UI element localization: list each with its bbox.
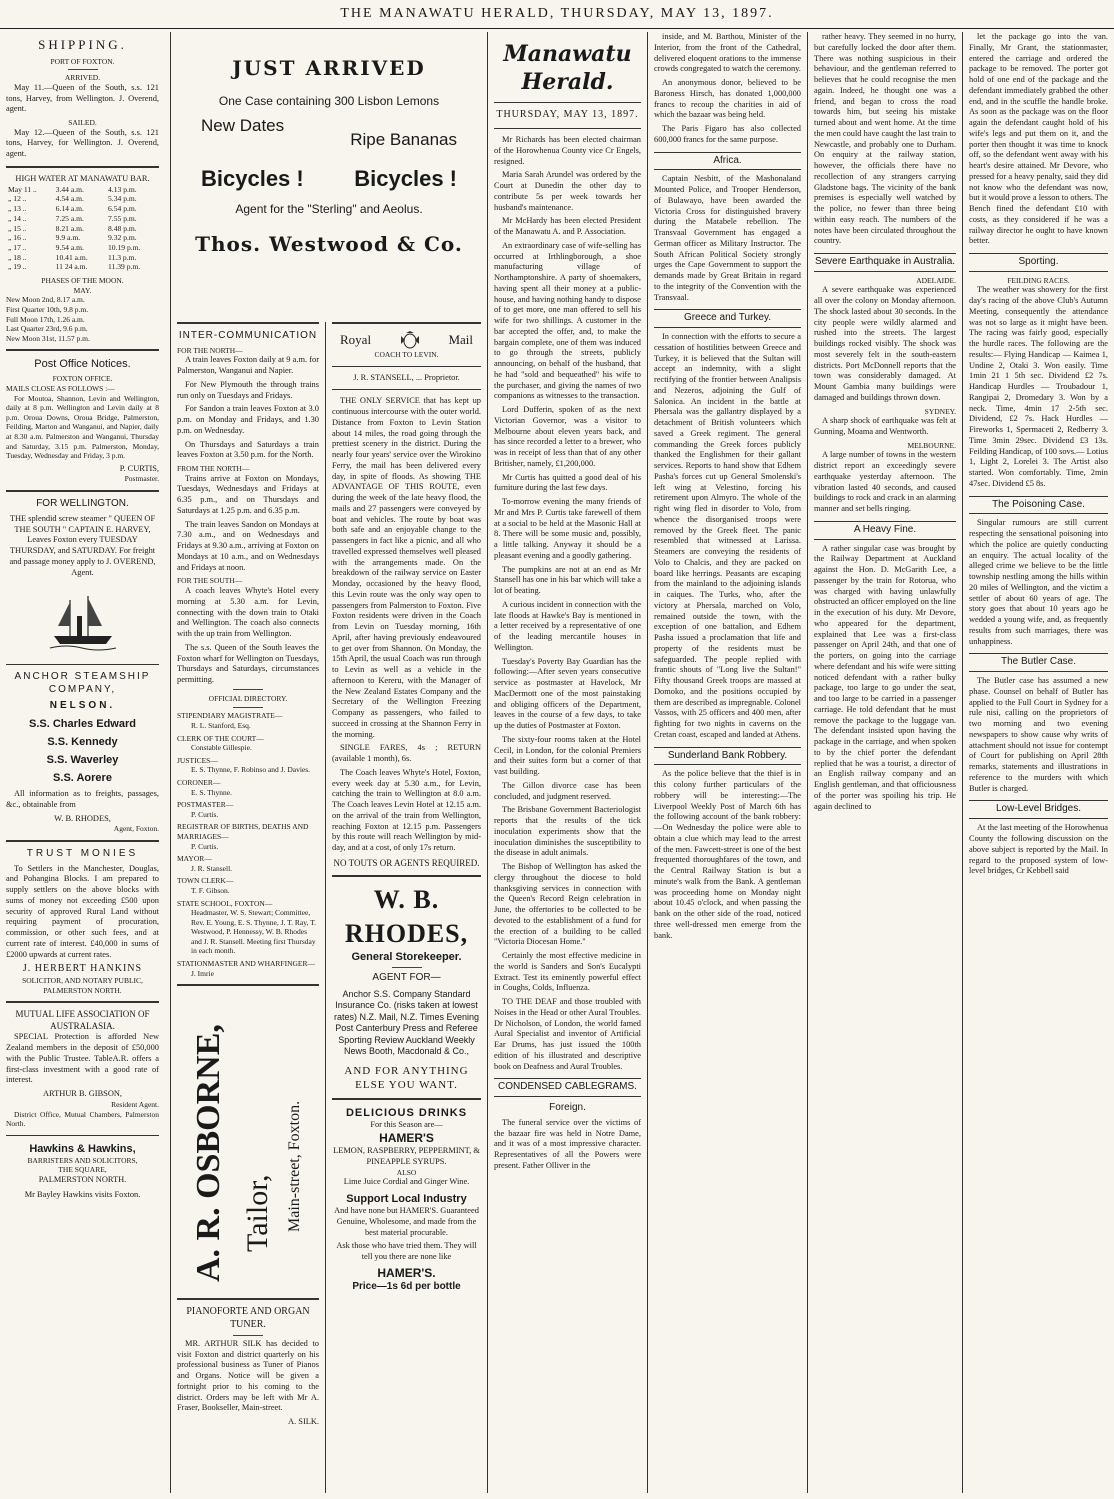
anchor-agent: W. B. RHODES, [54,813,111,823]
poisoning-text: Singular rumours are still current respecting the sensational poisoning into which the police are quietly conducting an enquiry. The actual locality of the alleged crime we believe to be the little township nestling among the hills within 20 miles of Wellington, and the victim a settler of about 60 years of age. The story goes that about 10 years ago he wedded a young wife, and, as frequently results from such marriages, there was unhappiness. [969,518,1108,646]
melbourne-text: A large number of towns in the western district report an exceedingly severe earthquake yesterday afternoon. The vibration lasted 40 seconds, and caused buildings to rock and crack in an alarming manner and set bells ringing. [814,450,956,514]
col5-text-3: The Paris Figaro has also collected 600,000 francs for the same purpose. [654,124,801,144]
tide-cell: 4.13 p.m. [108,184,137,194]
africa-text: Captain Nesbitt, of the Mashonaland Mounted Police, and Trooper Henderson, of Bulawayo, have been awarded the Victoria Cross for distinguished bravery during the Matabele rebellion. The Transvaal Government has engaged a German officer as Military Instructor. The South African Political Society strongly urges the Cape Government to support the demands made by Great Britain in regard to the integrity of the Convention with the Transvaal. [654,174,801,302]
ship-list [6,717,159,785]
news-1: Mr Richards has been elected chairman of the Horowhenua County vice Cr Engels, resigned. [494,135,641,166]
north-label: FOR THE NORTH— [177,345,243,355]
heavy-fine-heading: A Heavy Fine. [814,521,956,540]
column-7 [962,32,1114,1493]
masthead: THE MANAWATU HERALD, THURSDAY, MAY 13, 1897. [0,0,1114,29]
anchor-heading: ANCHOR STEAMSHIP COMPANY, [14,671,151,696]
storekeeper: General Storekeeper. [351,950,462,963]
proprietor: J. R. STANSELL, ... Proprietor. [353,372,460,382]
directory-holder: J. R. Stansell. [191,863,233,873]
tide-cell: 8.48 p.m. [108,223,137,233]
hawkins-address: THE SQUARE, [58,1165,107,1175]
ship-name: S.S. Waverley [46,753,119,766]
greece-heading: Greece and Turkey. [654,309,801,328]
no-touts: NO TOUTS OR AGENTS REQUIRED. [333,857,480,868]
earthquake-heading: Severe Earthquake in Australia. [814,253,956,272]
tide-cell: 4.54 a.m. [55,194,84,204]
hawkins-title: BARRISTERS AND SOLICITORS, [27,1155,138,1165]
port-name: PORT OF FOXTON. [50,56,115,66]
tide-cell: 5.34 p.m. [108,194,137,204]
sailed-text: May 12.—Queen of the South, s.s. 121 tons, Harvey, for Wellington. J. Overend, agent. [6,127,159,159]
news-8: The pumpkins are not at an end as Mr Stansell has one in his bar which will take a lot of beating. [494,564,641,596]
delicious-drinks: DELICIOUS DRINKS [345,1107,468,1120]
lemons-line: One Case containing 300 Lisbon Lemons [218,94,440,108]
hankins-title: SOLICITOR, AND NOTARY PUBLIC, PALMERSTON NORTH. [22,976,143,995]
directory-role: STIPENDIARY MAGISTRATE— [177,711,283,721]
anchor-info: All information as to freights, passages, &c., obtainable from [6,789,159,809]
news-4: An extraordinary case of wife-selling has occurred at Irthlingborough, a shoe manufacturing village of Northamptonshire. A party of shoemakers, having spent all their money at a public-house, and having nothing handy to dispose of to get more, one man offered to sell his wife for two shillings. A customer in the bar accepted the offer, and, to make the bargain complete, one of them was induced to go through the streets, publicly announcing, on behalf of the husband, that he had "sold and bequeathed" his wife to the purchaser, and giving the names of two companions as witnesses to the transaction. [494,240,641,401]
directory-holder: E. S. Thynne. [191,787,232,797]
news-7: To-morrow evening the many friends of Mr and Mrs P. Curtis take farewell of them at a social to be held at the Masonic Hall at 8. There will be some music and, possibly, a little talking. Anyway it should be a pleasant evening and a goodly gathering. [494,497,641,560]
directory-role: MAYOR— [177,854,212,864]
feilding-races-heading: FEILDING RACES. [1007,275,1070,285]
col5-text-1: inside, and M. Barthou, Minister of the Interior, from the front of the Cathedral, delivered eloquent orations to the immense crowds congregated to watch the ceremony. [654,32,801,74]
district-office: District Office, Mutual Chambers, Palmerston North. [6,1109,159,1129]
directory-holder: P. Curtis. [191,841,219,851]
directory-holder: P. Curtis. [191,809,219,819]
arrived-label: ARRIVED. [64,73,101,83]
news-10: Tuesday's Poverty Bay Guardian has the following:—After seven years consecutive service as postmaster at Havelock, Mr MacDermott one of the most painstaking and obliging officers of the Department, leaves in the course of a few days, to take up the duties of Postmaster at Foxton. [494,656,641,731]
support-text: And have none but HAMER'S. Guaranteed Genuine, Wholesome, and made from the best material procurable. [334,1206,479,1237]
directory-role: JUSTICES— [177,755,218,765]
foreign-heading: Foreign. [549,1102,586,1114]
africa-heading: Africa. [654,152,801,171]
col7-text-1: let the package go into the van. Finally, Mr Grant, the stationmaster, entered the carriage and ordered the package to be removed. The porter got hold of one end of the package and the defendant immediately grabbed the other end, and in the scuffle the handle broke. As soon as the package was on the floor again the defendant caught hold of his wife's legs and put them on it, and the porter then thought it was time to knock off, so the defendant went away with his heart's desire attained. Mr Devore, who pressed for a heavy penalty, said they did not know who the defendant was now, but it would prove a lesson to others. The Bench fined the defendant £10 with costs, as they considered if he was a railway director he ought to have known better. [969,32,1108,246]
agent-for: AGENT FOR— [372,971,441,983]
tide-heading: HIGH WATER AT MANAWATU BAR. [15,173,150,183]
south-label: FOR THE SOUTH— [177,576,243,586]
sporting-text: The weather was showery for the first day's racing of the above Club's Autumn Meeting, consequently the attendance was not so large as it might have been. The racing was fairly good, especially the hurdle races. The following are the results:— Flying Handicap — Kaimea 1, Undine 2, Otaki 3. Won easily. Time 1min 21 1 5th sec. Dividend £2 7s. Handicap Hurdles — Troubadour 1, Rangipai 2, Dromedary 3. Won by a neck. Time, 4min 17 2-5th sec. Dividend, £2 7s. Hack Hurdles — Fireworks 1, Spermaceti 2, Redberry 3. Time 3min 29sec. Dividend £3 13s. Feilding Handicap, of 100 sovs.— Lotius 1, Light 2, Lorelei 3. The Artist also started. Won comfortably. Time, 2min 47sec. Dividend £5 8s. [969,285,1108,488]
tide-cell: „ 15 .. [8,223,27,233]
agencies: Anchor S.S. Company Standard Insurance Co. (risks taken at lowest rates) N.Z. Mail, N.Z. Times Evening Post Canterbury Press and Referee Sporting Review Auckland Weekly News Booth, Macdonald & Co., [333,988,480,1057]
butler-heading: The Butler Case. [969,653,1108,672]
directory-holder: T. F. Gibson. [191,885,230,895]
tide-cell: 9.54 a.m. [55,242,84,252]
news-11: The sixty-four rooms taken at the Hotel Cecil, in London, for the colonial Premiers and their suites form but a corner of that vast building. [494,734,641,777]
wellington-text: THE splendid screw steamer " QUEEN OF THE SOUTH " CAPTAIN E. HARVEY, Leaves Foxton every TUESDAY THURSDAY, and SATURDAY. For freight and passage money apply to J. OVEREND, Agent. [9,513,156,577]
tide-cell: 11.3 p.m. [108,252,137,262]
tide-cell: „ 12 .. [8,194,27,204]
gibson-name: ARTHUR B. GIBSON, [42,1089,123,1099]
melbourne-label: MELBOURNE. [907,440,956,450]
cablegrams-heading: CONDENSED CABLEGRAMS. [494,1078,641,1097]
tide-cell: 9.32 p.m. [108,233,137,243]
ship-name: S.S. Charles Edward [29,717,136,730]
arrived-text: May 11.—Queen of the South, s.s. 121 tons, Harvey, from Wellington. J. Overend, agent. [6,82,159,114]
hankins-name: J. HERBERT HANKINS [22,963,143,975]
paper-title: Manawatu Herald. [503,41,632,96]
dates-line: New Dates [201,116,285,135]
earthquake-text: A severe earthquake was experienced all over the colony on Monday afternoon. The shock lasted about 30 seconds. In the city people were wildly alarmed and rushed into the streets. The largest buildings rocked visibly. The shock was most severely felt in the south-eastern districts. Port McDonnell reports that the town was considerably damaged. At Mount Gambia many buildings were damaged and buildings thrown down. [814,285,956,402]
also-label: ALSO [396,1167,417,1177]
support-local: Support Local Industry [346,1193,467,1206]
tide-cell: 6.14 a.m. [55,204,84,214]
tide-cell: „ 17 .. [8,242,27,252]
tide-row [6,253,159,263]
col5-text-2: An anonymous donor, believed to be Baroness Hirsch, has donated 1,000,000 francs to recoup the charities in aid of which the bazaar was being held. [654,78,801,120]
westwood-name: Thos. Westwood & Co. [195,232,463,256]
moon-phase: New Moon 31st, 11.57 p.m. [6,333,90,343]
official-directory-heading: OFFICIAL DIRECTORY. [208,693,288,703]
directory-role: REGISTRAR OF BIRTHS, DEATHS AND MARRIAGES— [177,822,309,841]
tide-cell: 9.9 a.m. [55,233,81,243]
ship-name: S.S. Aorere [53,771,112,784]
south-text-1: A coach leaves Whyte's Hotel every morning at 5.30 a.m. for Levin, connecting with the down train to Otaki and Wellington. The coach also connects with the up train from Wellington. [177,586,319,639]
directory-holder: J. Imrie [191,968,214,978]
royal-label: Royal [340,331,372,347]
piano-signature: A. SILK. [288,1417,319,1427]
moon-phase: New Moon 2nd, 8.17 a.m. [6,295,85,305]
royal-crest-icon [397,330,423,350]
hawkins-heading: Hawkins & Hawkins, [29,1142,136,1155]
adelaide-label: ADELAIDE. [916,275,956,285]
bridges-text: At the last meeting of the Horowhenua County the following discussion on the above subject is reported by the Mail. In regard to the proposed system of low-level bridges, Cr Kebbell said [969,823,1108,876]
poisoning-heading: The Poisoning Case. [969,496,1108,515]
directory-role: STATIONMASTER AND WHARFINGER— [177,959,316,969]
tide-cell: 7.55 p.m. [108,213,137,223]
tide-cell: 7.25 a.m. [55,213,84,223]
from-north-label: FROM THE NORTH— [177,464,250,474]
coach-heading: COACH TO LEVIN. [374,350,439,359]
tide-cell: „ 19 .. [8,262,27,272]
from-north-text-1: Trains arrive at Foxton on Mondays, Tuesdays, Wednesdays and Fridays at 6.35 p.m., and on Thursdays and Saturdays at 1.25 p.m. and 6.35 p.m. [177,473,319,515]
official-directory [177,711,319,978]
sunderland-text: As the police believe that the thief is in this colony further particulars of the robbery will be interesting:—The Liverpool Weekly Post of March 6th has the following account of the bank robbery:—On Wednesday the police were able to obtain a clue which may lead to the arrest of the men. Fawcett-street is one of the best frequented thoroughfares of the town, and the Central Railway Station is but a minute's walk from the Bank. A gentleman was proceeding home on Monday night about 10.45 o'clock, and when passing the bank on the other side of the road, noticed three well-dressed men emerge from the bank. [654,769,801,940]
tide-cell: 6.54 p.m. [108,204,137,214]
just-arrived-heading: JUST ARRIVED [232,56,426,80]
osborne-trade: Tailor, [241,1174,274,1253]
hamers-heading: HAMER'S [379,1130,434,1145]
moon-phase: First Quarter 10th, 9.8 p.m. [6,304,89,314]
column-5 [647,32,807,1493]
tide-cell: 3.44 a.m. [55,184,84,194]
moon-phase: Full Moon 17th, 1.26 a.m. [6,314,85,324]
tide-cell: 10.19 p.m. [108,242,141,252]
directory-holder: R. L. Stanford, Esq. [191,721,251,731]
this-season: For this Season are— [370,1120,443,1130]
post-office-heading: Post Office Notices. [34,358,131,371]
rhodes-name: W. B. RHODES, [344,885,469,948]
column-4 [487,32,647,1493]
moon-phases [6,295,159,343]
heavy-fine-text: A rather singular case was brought by the Railway Department at Auckland against the Hon. D. McGarith Lee, a passenger by the train for Rotorua, who was charged with having unlawfully obstructed an officer employed on the line in the execution of his duty. Mr Devore, who appeared for the department, explained that Lee was a first-class passenger on April 24th, and that one of the porters, on going into the carriage where defendant and his wife were sitting noticed defendant with a rather bulky package, too large to go under the seat, and too large to be carried in a passenger carriage. He told defendant that he must remove the package to the luggage van. The defendant insisted upon having the package in the carriage, and when spoken to by the chief porter the defendant replied that he was a tourist, a director of an English railway company and an English gentleman, and that officiousness of the porter was spoiling his trip. He again declined to [814,543,956,811]
sunderland-heading: Sunderland Bank Robbery. [654,747,801,766]
column-3 [325,322,487,1493]
foreign-text: The funeral service over the victims of the bazaar fire was held in Notre Dame, and it was of a most impressive character. Representatives of all the Powers were present. Father Olliver in the [494,1117,641,1170]
tide-cell: 11.39 p.m. [108,262,141,272]
directory-holder: E. S. Thynne, F. Robinso and J. Davies. [191,765,311,775]
tide-cell: 10.41 a.m. [55,252,88,262]
north-text-2: For New Plymouth the through trains run only on Tuesdays and Fridays. [177,379,319,400]
tide-cell: 8.21 a.m. [55,223,84,233]
directory-holder: Headmaster, W. S. Stewart; Committee, Rev. E. Young, E. S. Thynne, J. T. Ray, T. Westwood, P. Hennessy, W. B. Rhodes and J. R. Stansell. Meeting first Thursday in each month. [191,908,317,956]
tide-row [6,185,159,195]
bicycles-right: Bicycles ! [354,166,457,191]
mails-text: For Moutoa, Shannon, Levin and Wellington, daily at 8 p.m. Wellington and Levin daily at 8 p.m. Oroua Downs, Oroua Bridge, Palmerston, Feilding, Marton and Wanganui, and Napier, daily at 8.30 a.m. Palmerston and Wanganui, Thursday and Saturday, 3.15 p.m. Palmerston, Monday, Tuesday, Wednesday and Friday, 3 p.m. [6,393,159,461]
hawkins-note: Mr Bayley Hawkins visits Foxton. [24,1189,141,1199]
ask-text: Ask those who have tried them. They will tell you there are none like [336,1241,477,1262]
north-text-3: For Sandon a train leaves Foxton at 3.0 p.m. on Monday and Fridays, and 1.30 p.m. on Wednesday. [177,404,319,435]
anchor-town: NELSON. [49,699,116,711]
news-15: Certainly the most effective medicine in the world is Sanders and Son's Eucalypti Extract. Test its eminently powerful effect in Coughs, Colds, Influenza. [494,951,641,993]
tide-row [6,194,159,204]
butler-text: The Butler case has assumed a new phase. Counsel on behalf of Butler has applied to the Full Court in Sydney for a rule nisi, calling on the proprietors of two morning and two evening newspapers to show cause why writs of attachment should not issue for contempt of Court for publishing on April 28th remarks, statements and illustrations in reference to the murders with which Butler is charged. [969,676,1108,793]
bridges-heading: Low-Level Bridges. [969,800,1108,819]
inter-communication-heading: INTER-COMMUNICATION [178,330,318,341]
osborne-advert [177,992,319,1292]
moon-phase: Last Quarter 23rd, 9.6 p.m. [6,324,88,334]
tide-table [6,185,159,272]
news-9: A curious incident in connection with the late floods at Hawke's Bay is mentioned in a letter received by a representative of one of the leading mercantile houses in Wellington. [494,599,641,652]
mail-label: Mail [448,331,473,347]
tide-cell: „ 18 .. [8,252,27,262]
tide-cell: „ 16 .. [8,233,27,243]
news-12: The Gillon divorce case has been concluded, and judgment reserved. [494,780,641,801]
fares: SINGLE FARES, 4s ; RETURN (available 1 month), 6s. [332,743,481,764]
mutual-text: SPECIAL Protection is afforded New Zealand members in the deposit of £50,000 with the Public Trustee. TableA.R. offers a first-class investment with a good rate of interest. [6,1032,159,1085]
news-16: TO THE DEAF and those troubled with Noises in the Head or other Aural Troubles. Dr Nicholson, of London, the world famed Aural Specialist and inventor of Artificial Ear Drums, has just issued the 100th edition of his illustrated and descriptive book on Deafness and Aural Troubles. [494,997,641,1071]
column-2 [170,322,325,1493]
news-14: The Bishop of Wellington has asked the clergy throughout the diocese to hold thanksgiving services in connection with the Queen's Record Reign celebration in June, the offertories to be collected to be devoted to the establishment of a fund for the erection of a building to be called "Victoria Diocesan Home." [494,862,641,947]
coach-text: THE ONLY SERVICE that has kept up continuous intercourse with the outer world. Distance from Foxton to Levin Station about 14 miles, the road going through the prettiest scenery in the district. During the nearly four years' service over the Wirokino Ferry, the mail has been delivered every day, in spite of floods. As showing THE ADVANTAGE OF THIS ROUTE, even during the week of the late heavy flood, the mails and 27 passengers were conveyed by boat and vehicles. The route by boat was both safe and an enjoyable change to the passengers in fact like a picnic, and all who travelled expressed themselves well pleased with the arrangements made. On the breakdown of the railway service on Easter Monday, occasioned by the heavy flood, this Levin route was the only way open to passengers from Palmerston to Foxton. Five Foxton residents were driven in the Coach from Levin on Tuesday morning, 16th April, after having previously endeavoured to get over from Shannon. On Monday, the 15th April, the usual Coach was run through to Levin as well as a vehicle in the afternoon to Kereru, with the Manager of the New Zealand Estates Company and the Secretary of the Wellington Freezing Company as passengers, who failed to succeed in crossing at the Shannon Ferry in the morning. [332,396,481,739]
bananas-line: Ripe Bananas [350,130,457,149]
anchor-agent-title: Agent, Foxton. [113,824,159,834]
sporting-heading: Sporting. [969,253,1108,272]
steamship-illustration [48,586,118,656]
hawkins-town: PALMERSTON NORTH. [38,1175,127,1184]
osborne-address: Main-street, Foxton. [286,1101,303,1233]
bicycles-left: Bicycles ! [201,166,304,191]
moon-month: MAY. [73,285,92,295]
price-line: Price—1s 6d per bottle [352,1281,461,1293]
news-13: The Brisbane Government Bacteriologist reports that the results of the tick inoculation experiments show that the inoculation diminishes the susceptibility to the disease in adult animals. [494,805,641,858]
moon-heading: PHASES OF THE MOON. [41,276,124,286]
tide-cell: May 11 .. [8,184,37,194]
north-text-1: A train leaves Foxton daily at 9 a.m. for Palmerston, Wanganui and Napier. [177,355,319,376]
tide-cell: „ 13 .. [8,204,27,214]
news-3: Mr McHardy has been elected President of the Manawatu A. and P. Association. [494,216,641,237]
mutual-heading: MUTUAL LIFE ASSOCIATION OF AUSTRALASIA. [15,1009,150,1031]
just-arrived-advert [170,32,487,322]
osborne-name: A. R. OSBORNE, [190,1024,227,1283]
wellington-heading: FOR WELLINGTON. [36,498,129,510]
tide-row [6,262,159,272]
sailed-label: SAILED. [68,118,97,128]
directory-role: STATE SCHOOL, FOXTON— [177,898,273,908]
trust-text: To Settlers in the Manchester, Douglas, and Pohangina Blocks. I am prepared to supply settlers on the above blocks with sums of money not exceeding £500 upon security of approved Rural Land without requiring payment of procuration, commission, or other such fees, and at current rate of interest. £40,000 in sums of £2000 upwards at current rates. [6,863,159,959]
directory-role: CORONER— [177,777,221,787]
mails-heading: MAILS CLOSE AS FOLLOWS :— [6,383,115,393]
from-north-text-2: The train leaves Sandon on Mondays at 7.30 a.m., and on Wednesdays and Fridays at 9.30 a.m., arriving at Foxton on Mondays at 10 a.m., and on Wednesdays and Fridays at noon. [177,519,319,572]
greece-text: In connection with the efforts to secure a cessation of hostilities between Greece and Turkey, it is believed that the Sultan will accept an indemnity, with a slight rectifying of the frontier between Analipsis and Nezeros, adjoining the Gulf of Salonica. An incident in the battle at Phersala was the gallantry displayed by a detachment of British volunteers which saved a Greek regiment. The general commanding the Greek forces publicly thanked the Englishmen for their gallant services. Reports to hand show that Edhem Pasha's forces cut up General Smolenski's left wing at Velestino, forcing his retirement upon Almyro. The whole of the right wing fled in disorder to Volo, from whence the disorganised troops were removed by the Greek fleet. The panic resembled that witnessed at Larissa. Steamers are conveying the residents of Volo to Chalcis, and they are packed on board like herrings. Peasants are escaping from the mainland to the adjoining islands in caiques. The Turks, who, after the victory at Phersala, marched on Volo, remained outside the town, with the exception of one battalion, and Edhem Pasha issued a proclamation that life and property of the residents must be safeguarded. The people replied with frantic shouts of "Long live the Sultan!" Fifty thousand Greek troops are massed at Domoko, and the positions occupied by them are described as impregnable. Colonel Vassos, with 25 officers and 400 men, after fighting for two nights in caverns on the Cretan coast, escaped and landed at Athens. [654,332,801,739]
agent-line: Agent for the "Sterling" and Aeolus. [235,202,423,216]
piano-text: MR. ARTHUR SILK has decided to visit Foxton and district quarterly on his professional business as Tuner of Pianos and Organs. Notice will be given a fortnight prior to his coming to the district. Orders may be left with Mr A. Fraser, Bookseller, Main-street. [177,1338,319,1413]
gibson-title: Resident Agent. [111,1099,159,1109]
north-text-4: On Thursdays and Saturdays a train leaves Foxton at 3.50 p.m. for the North. [177,439,319,460]
news-2: Maria Sarah Arundel was ordered by the Court at Dunedin the other day to contribute 5s per week towards her husband's maintenance. [494,170,641,212]
directory-holder: Constable Gillespie. [191,743,252,753]
directory-role: TOWN CLERK— [177,876,234,886]
news-6: Mr Curtis has quitted a good deal of his furniture during the last few days. [494,472,641,493]
syrups: LEMON, RASPBERRY, PEPPERMINT, & PINEAPPLE SYRUPS. [333,1146,480,1166]
and-for-anything: AND FOR ANYTHING ELSE YOU WANT. [344,1064,469,1091]
post-office-name: FOXTON OFFICE. [52,374,113,384]
tide-row [6,204,159,214]
shipping-heading: SHIPPING. [38,37,127,52]
tide-cell: 11 24 a.m. [55,262,88,272]
issue-date: THURSDAY, MAY 13, 1897. [496,109,639,121]
directory-role: CLERK OF THE COURT— [177,733,264,743]
post-title: Postmaster. [124,474,159,484]
tide-row [6,233,159,243]
column-1 [0,32,165,1493]
tide-cell: „ 14 .. [8,213,27,223]
hamers-footer: HAMER'S. [377,1265,436,1280]
south-text-2: The s.s. Queen of the South leaves the Foxton wharf for Wellington on Tuesdays, Thursdays and Saturdays, circumstances permitting. [177,642,320,685]
directory-role: POSTMASTER— [177,800,234,810]
news-5: Lord Dufferin, spoken of as the next Victorian Governor, was a visitor to Melbourne about eleven years back, and has since recorded a letter to a brewer, who was in receipt of less than that of any other Britisher, namely, £1,200,000. [494,405,641,468]
piano-heading: PIANOFORTE AND ORGAN TUNER. [186,1306,310,1331]
column-6 [807,32,962,1493]
tide-row [6,214,159,224]
col6-text-1: rather heavy. They seemed in no hurry, but carefully locked the door after them. There was nothing suspicious in their behaviour, and the gentleman referred to believes that he could recognise the men again. Indeed, he thought one was a friend, and began to cross the road towards him, but seeing his mistake turned about and went home. At the time the men could have caught the last train to Newcastle, and probably one to Durham. On enquiry at the railway station, however, the officials there have no recollection of any strangers carrying Gladstone bags. The vicinity of the bank premises is especially well watched by the police, no fewer than three being within easy reach. The numbers of the notes have been circulated throughout the country. [814,32,956,246]
post-signature: P. CURTIS, [119,463,159,473]
trust-heading: TRUST MONIES [26,847,139,859]
lime-juice: Lime Juice Cordial and Ginger Wine. [343,1177,470,1187]
coach-text-2: The Coach leaves Whyte's Hotel, Foxton, every week day at 5.30 a.m., for Levin, catching the train to Wellington at 8.0 a.m. The Coach leaves Levin Hotel at 12.15 a.m. on the arrival of the train from Wellington, reaching Foxton at 12.15 p.m. Passengers by this route will reach Wellington by mid-day, and at a cost, of only 17s return. [332,767,481,853]
tide-row [6,224,159,234]
sydney-text: A sharp shock of earthquake was felt at Gunning, Moama and Wentworth. [814,416,956,436]
sydney-label: SYDNEY. [924,406,956,416]
tide-row [6,243,159,253]
ship-name: S.S. Kennedy [47,735,118,748]
